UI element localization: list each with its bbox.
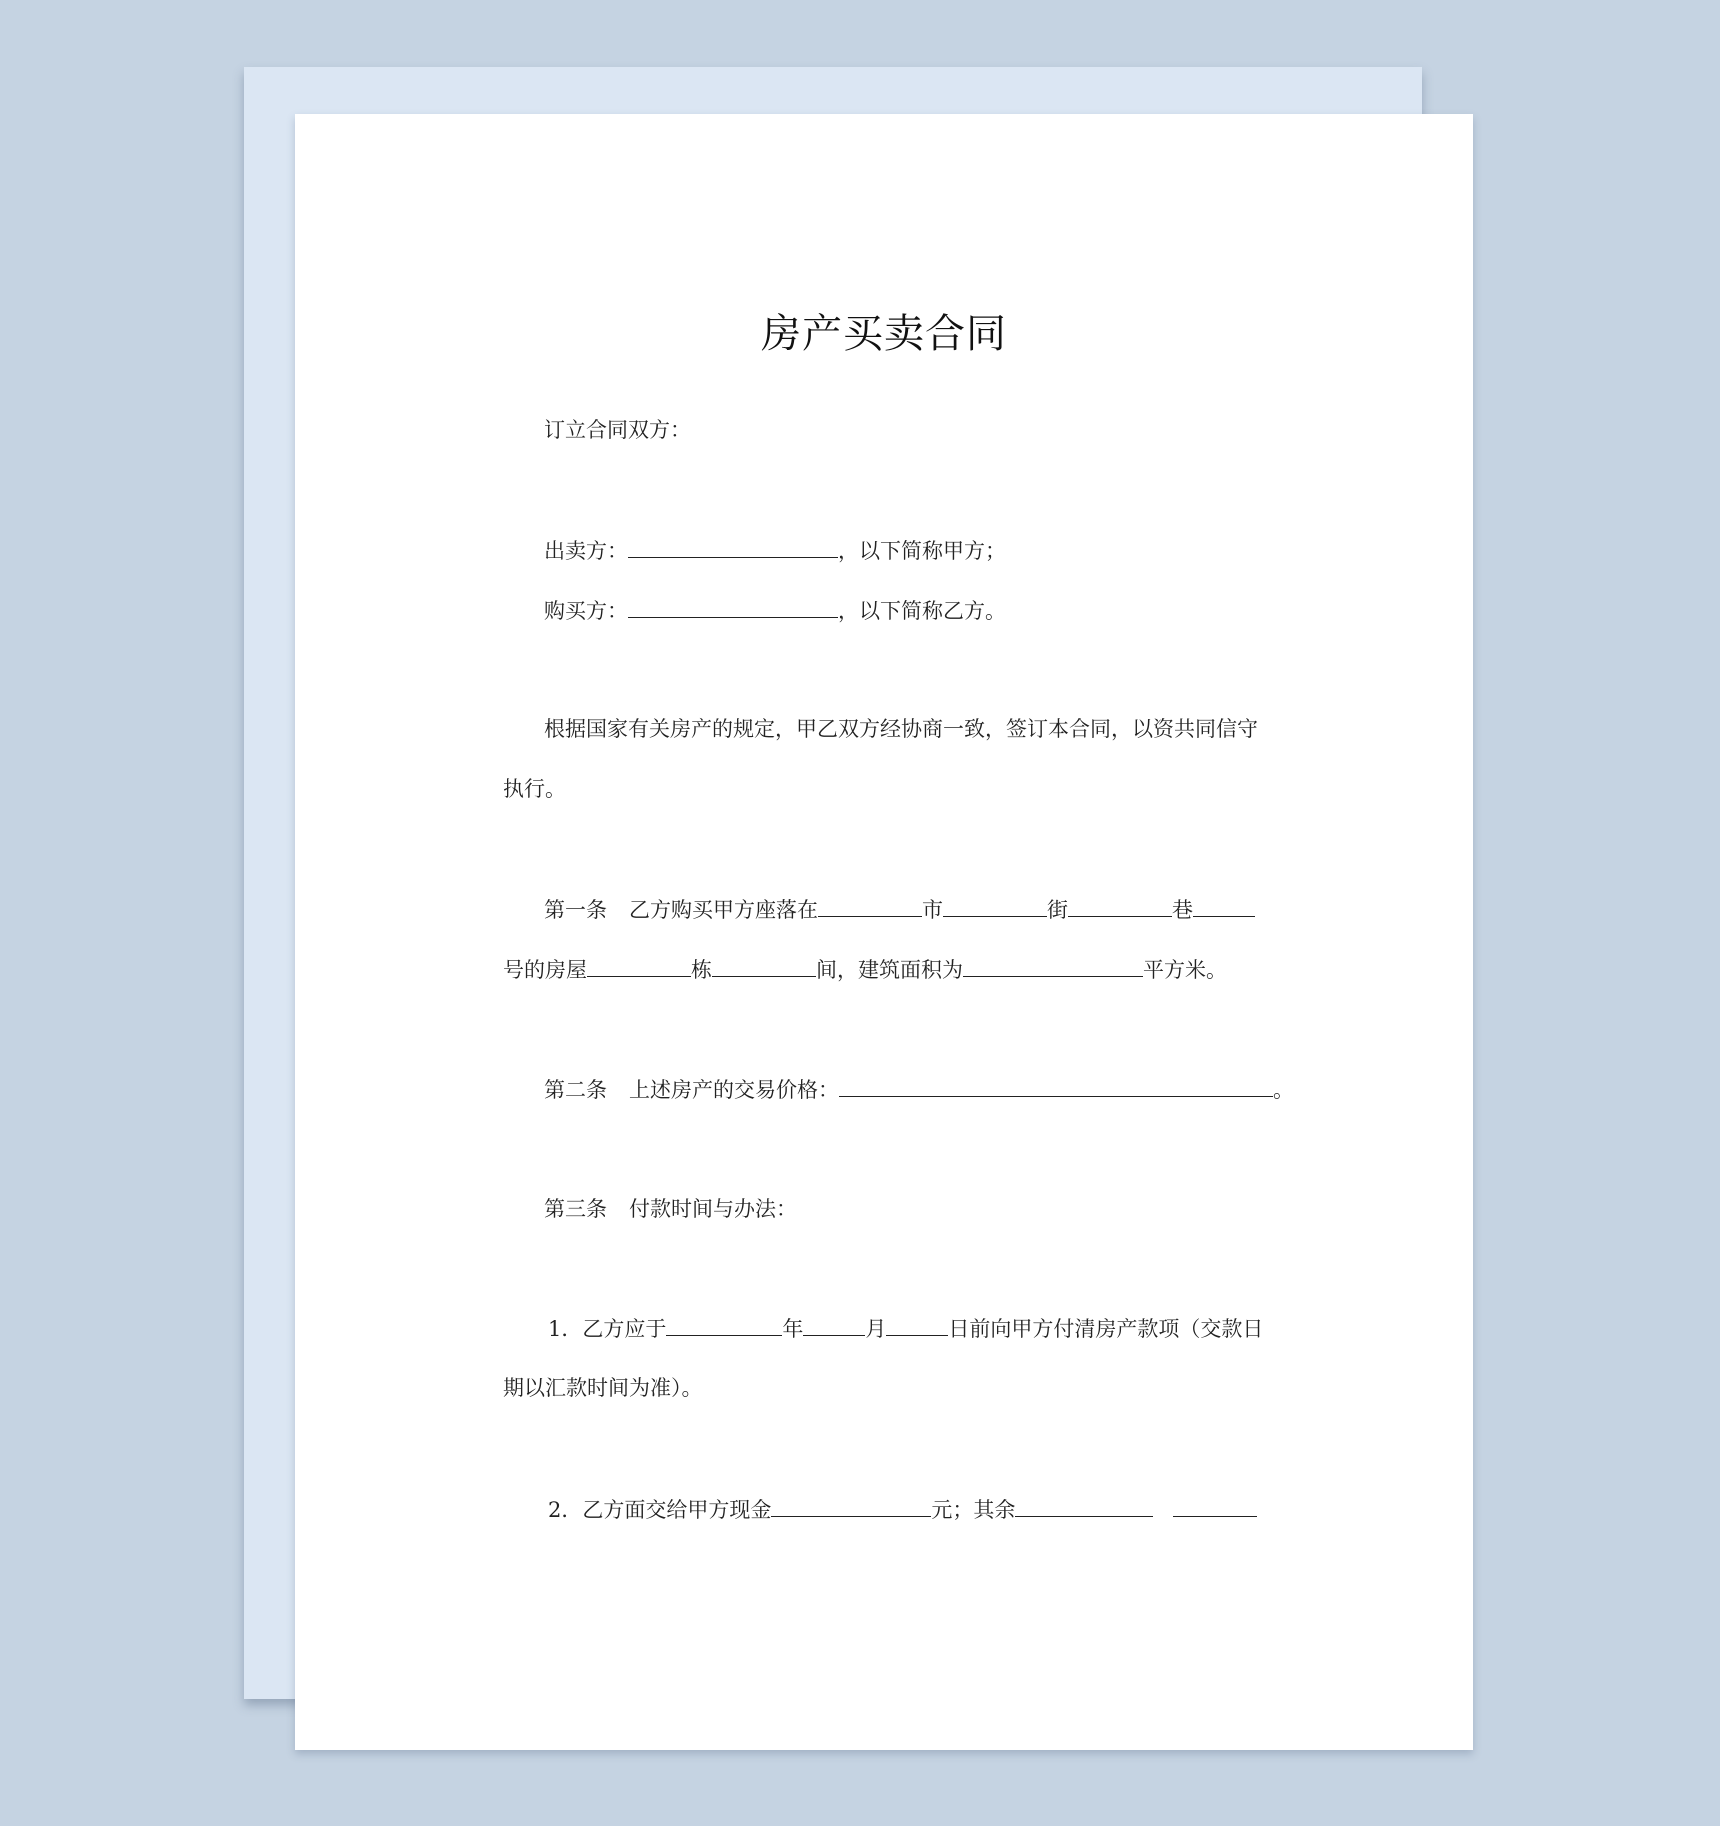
article-3-heading: 第三条	[544, 1197, 607, 1221]
room-label: 间，建筑面积为	[816, 958, 963, 982]
remainder-blank[interactable]	[1015, 1494, 1153, 1517]
document-page	[295, 114, 1473, 1750]
building-label: 栋	[691, 958, 712, 982]
document-title: 房产买卖合同	[761, 311, 1007, 357]
article-1-heading: 第一条	[544, 898, 607, 922]
preamble-text-2: 执行。	[503, 777, 566, 801]
area-blank[interactable]	[963, 954, 1143, 977]
buyer-label: 购买方：	[544, 599, 628, 623]
cash-blank[interactable]	[771, 1494, 931, 1517]
article-1-line-2	[503, 954, 1227, 985]
article-2-text: 上述房产的交易价格：	[629, 1078, 839, 1102]
article-1-text-a: 乙方购买甲方座落在	[629, 898, 818, 922]
day-blank[interactable]	[886, 1313, 948, 1336]
buyer-line	[544, 595, 1006, 626]
item-2-text-a: 乙方面交给甲方现金	[582, 1498, 772, 1522]
lane-label: 巷	[1172, 898, 1193, 922]
year-blank[interactable]	[666, 1313, 782, 1336]
area-unit: 平方米。	[1143, 958, 1227, 982]
seller-blank[interactable]	[628, 535, 838, 558]
seller-suffix: ，以下简称甲方；	[838, 539, 1006, 563]
room-blank[interactable]	[712, 954, 816, 977]
article-3-text: 付款时间与办法：	[629, 1197, 797, 1221]
year-label: 年	[782, 1317, 804, 1341]
article-1-line-1	[544, 894, 1255, 925]
month-label: 月	[865, 1317, 887, 1341]
article-2-end: 。	[1273, 1078, 1294, 1102]
parties-intro-text: 订立合同双方：	[544, 418, 691, 442]
preamble-line-2	[503, 774, 566, 804]
street-blank[interactable]	[943, 894, 1047, 917]
city-label: 市	[922, 898, 943, 922]
buyer-blank[interactable]	[628, 595, 838, 618]
item-1-line-1	[548, 1313, 1263, 1344]
article-2-line	[544, 1074, 1294, 1105]
parties-intro	[544, 415, 691, 445]
preamble-text-1: 根据国家有关房产的规定，甲乙双方经协商一致，签订本合同，以资共同信守	[544, 717, 1258, 741]
article-1-text-b: 号的房屋	[503, 958, 587, 982]
price-blank[interactable]	[839, 1074, 1273, 1097]
street-label: 街	[1047, 898, 1068, 922]
month-blank[interactable]	[803, 1313, 865, 1336]
remainder-blank-2[interactable]	[1173, 1494, 1257, 1517]
item-2-number: 2．	[548, 1498, 583, 1522]
item-1-number: 1．	[548, 1317, 583, 1341]
item-2-line	[548, 1494, 1257, 1525]
article-3-line	[544, 1194, 797, 1224]
building-blank[interactable]	[587, 954, 691, 977]
item-1-text-c: 期以汇款时间为准）。	[503, 1376, 703, 1400]
lane-blank[interactable]	[1068, 894, 1172, 917]
city-blank[interactable]	[818, 894, 922, 917]
item-1-text-b: 日前向甲方付清房产款项（交款日	[948, 1317, 1264, 1341]
number-blank[interactable]	[1193, 894, 1255, 917]
preamble-line-1	[544, 714, 1258, 744]
yuan-label: 元；其余	[931, 1498, 1016, 1522]
buyer-suffix: ，以下简称乙方。	[838, 599, 1006, 623]
item-1-text-a: 乙方应于	[582, 1317, 667, 1341]
seller-label: 出卖方：	[544, 539, 628, 563]
seller-line	[544, 535, 1006, 566]
article-2-heading: 第二条	[544, 1078, 607, 1102]
item-1-line-2	[503, 1373, 703, 1403]
